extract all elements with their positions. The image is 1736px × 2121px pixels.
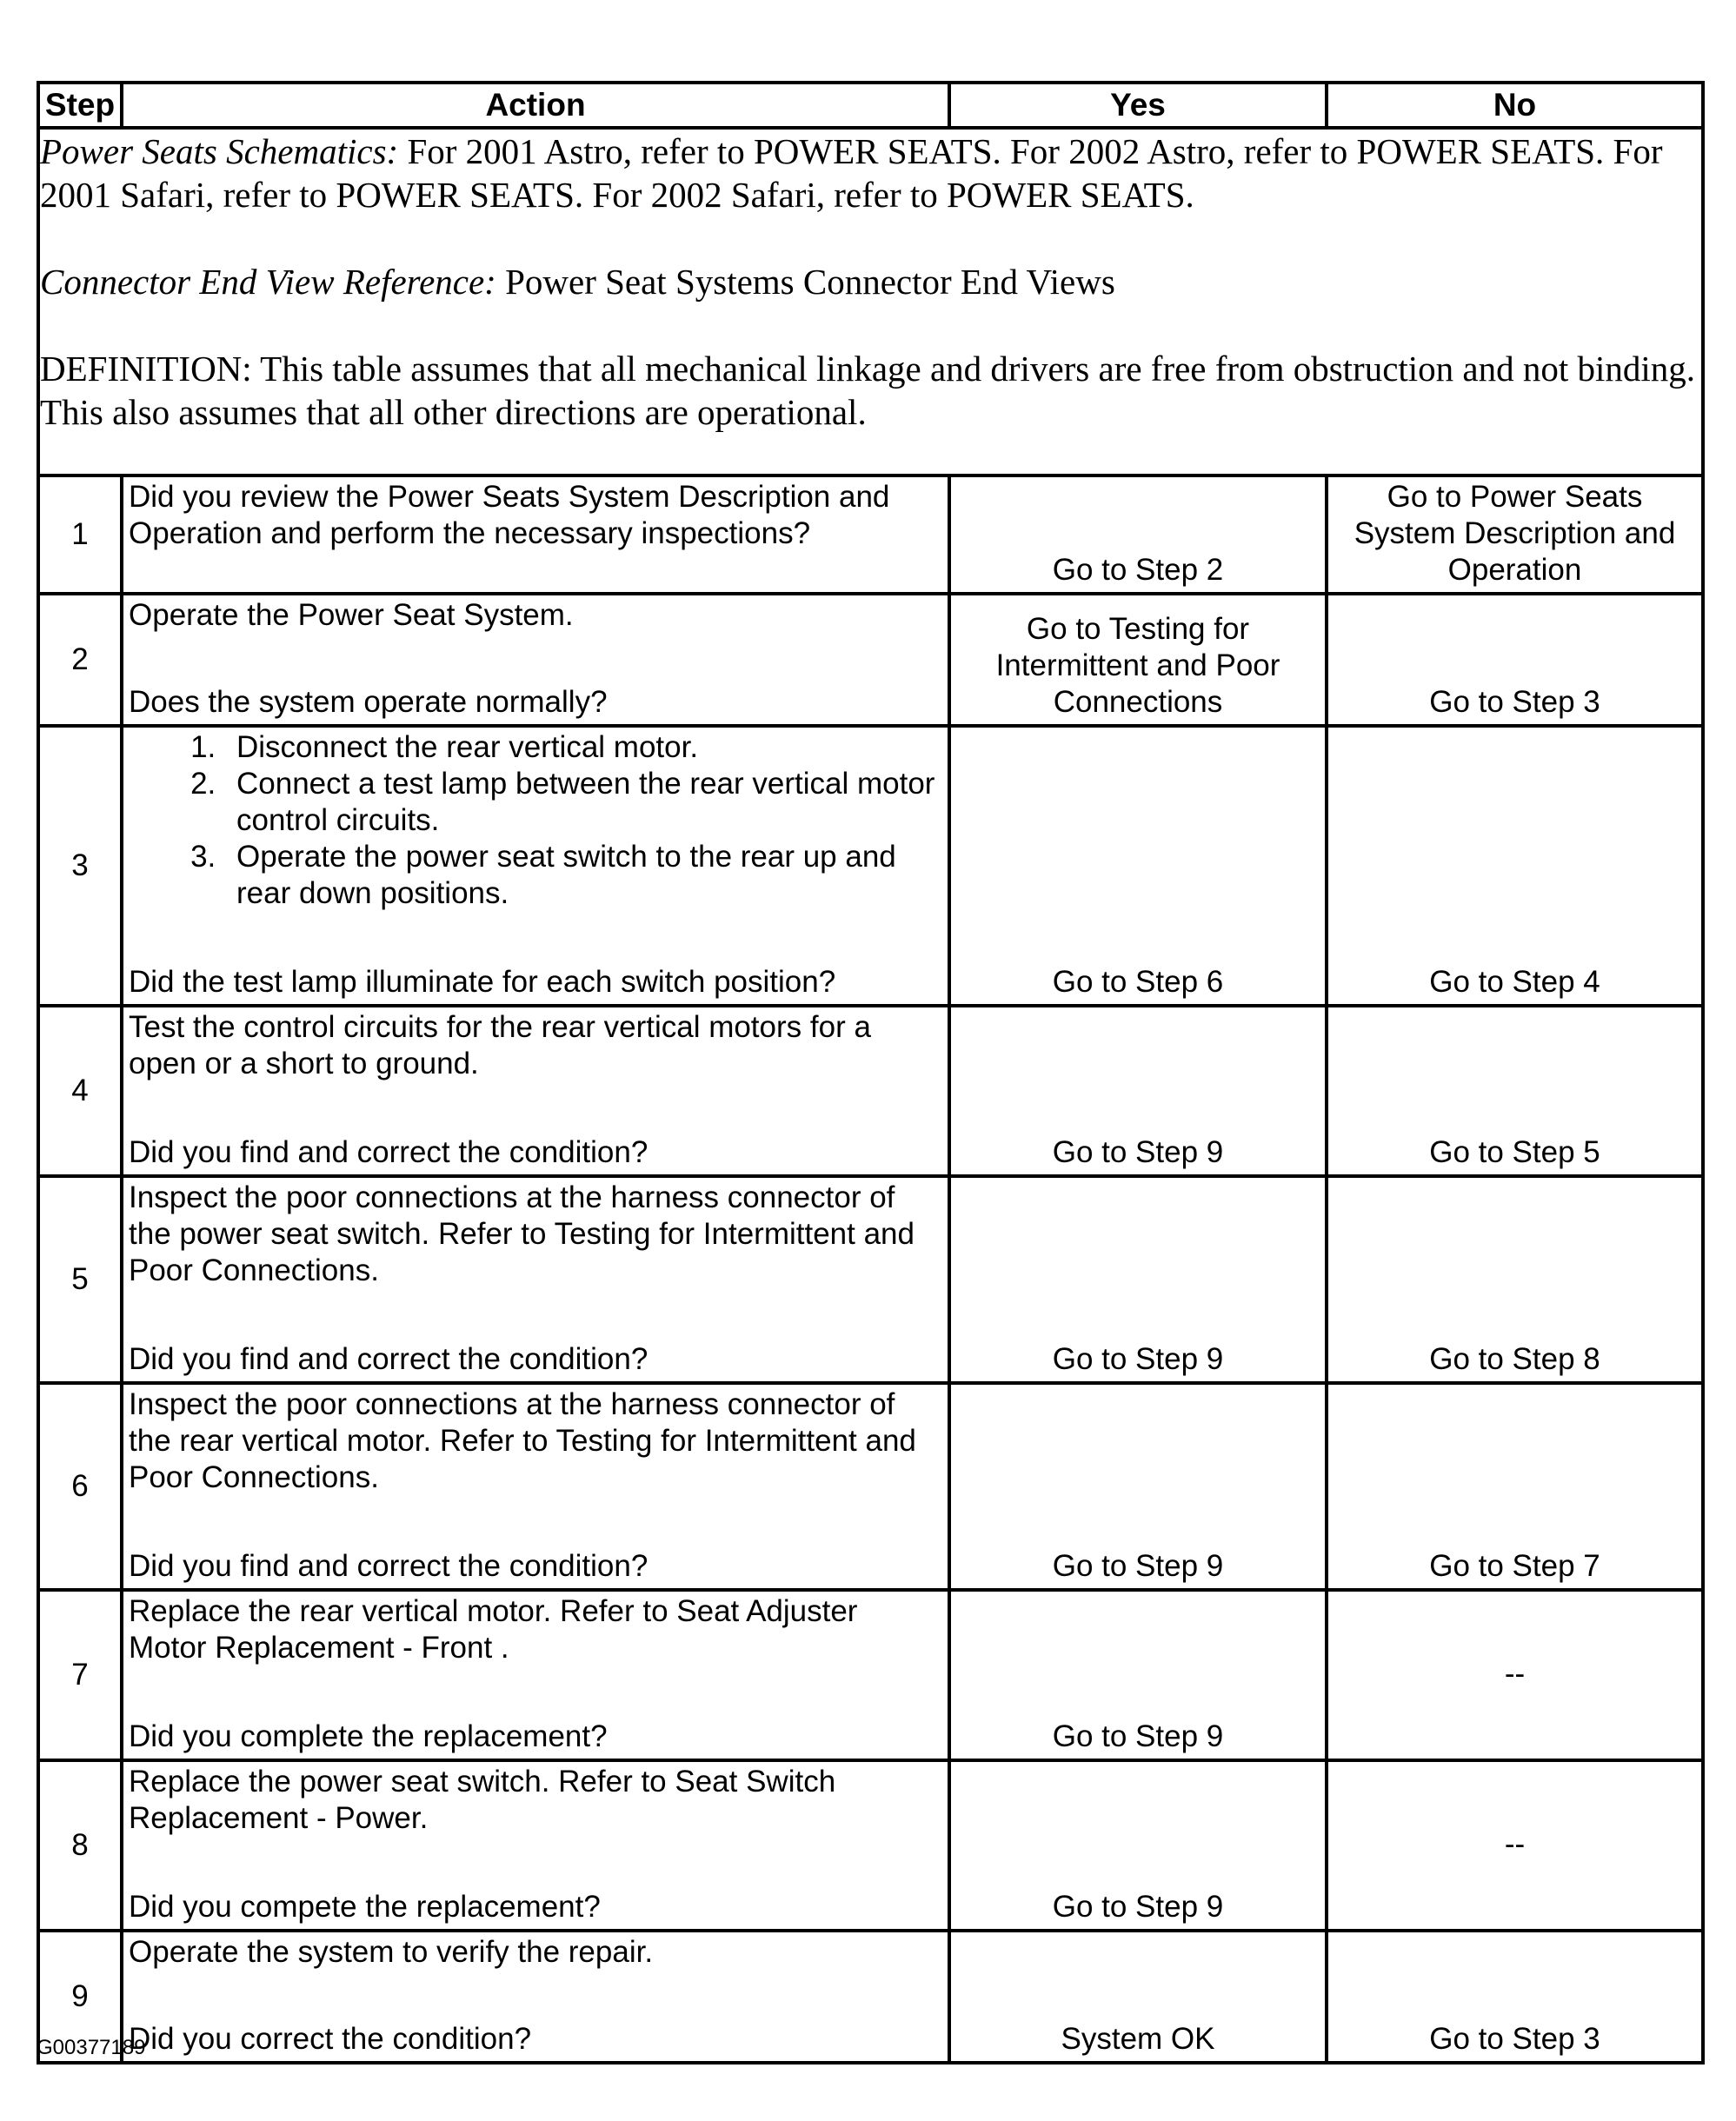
action-question: Did you find and correct the condition? [129, 1135, 649, 1169]
action-question: Did you find and correct the condition? [129, 1342, 649, 1376]
step-number: 5 [38, 1176, 122, 1383]
no-cell: Go to Power Seats System Description and Operation [1327, 475, 1703, 594]
list-item: 1. Disconnect the rear vertical motor. [224, 729, 942, 766]
connector-text: Power Seat Systems Connector End Views [496, 262, 1115, 302]
no-cell: Go to Step 3 [1327, 594, 1703, 726]
diagnostic-table [37, 81, 1705, 2064]
action-cell [122, 1931, 949, 2063]
yes-cell: Go to Step 6 [949, 726, 1327, 1006]
table-row [38, 475, 1703, 594]
figure-id: G00377189 [37, 2036, 146, 2059]
step-number: 2 [38, 594, 122, 726]
header-yes: Yes [949, 83, 1327, 128]
action-cell [122, 475, 949, 594]
yes-cell: Go to Step 9 [949, 1590, 1327, 1760]
header-step: Step [38, 83, 122, 128]
action-text: Test the control circuits for the rear vertical motors for a open or a short to ground. [129, 1010, 871, 1080]
yes-cell: Go to Step 9 [949, 1760, 1327, 1931]
no-cell: Go to Step 7 [1327, 1383, 1703, 1590]
action-question: Does the system operate normally? [129, 685, 608, 719]
action-text: Operate the system to verify the repair. [129, 1935, 654, 1969]
action-cell [122, 1383, 949, 1590]
action-cell [122, 1760, 949, 1931]
action-question: Did you correct the condition? [129, 2022, 532, 2056]
action-question: Did the test lamp illuminate for each switch position? [129, 965, 836, 999]
schematics-label: Power Seats Schematics: [40, 131, 399, 171]
table-row [38, 1590, 1703, 1760]
table-row [38, 1383, 1703, 1590]
schematics-note [40, 130, 1701, 216]
action-text: Did you review the Power Seats System Description and Operation and perform the necessary inspections? [129, 480, 890, 550]
action-question: Did you compete the replacement? [129, 1890, 601, 1924]
yes-cell: Go to Step 9 [949, 1383, 1327, 1590]
step-number: 4 [38, 1006, 122, 1176]
no-cell: Go to Step 3 [1327, 1931, 1703, 2063]
action-question: Did you complete the replacement? [129, 1719, 608, 1753]
action-text: Replace the rear vertical motor. Refer to Seat Adjuster Motor Replacement - Front . [129, 1594, 858, 1665]
yes-cell: Go to Step 9 [949, 1006, 1327, 1176]
action-text: Operate the Power Seat System. [129, 598, 574, 632]
table-row [38, 726, 1703, 1006]
step-number: 9 [38, 1931, 122, 2063]
yes-cell: Go to Step 9 [949, 1176, 1327, 1383]
yes-cell: Go to Testing for Intermittent and Poor Connections [949, 594, 1327, 726]
connector-note [40, 260, 1701, 303]
no-cell: -- [1327, 1590, 1703, 1760]
list-item: 3. Operate the power seat switch to the rear up and rear down positions. [224, 839, 942, 912]
table-row [38, 1006, 1703, 1176]
table-row [38, 1931, 1703, 2063]
intro-row [38, 128, 1703, 475]
step-number: 3 [38, 726, 122, 1006]
connector-label: Connector End View Reference: [40, 262, 496, 302]
header-action: Action [122, 83, 949, 128]
step-number: 1 [38, 475, 122, 594]
table-row [38, 594, 1703, 726]
table-row [38, 1176, 1703, 1383]
header-row [38, 83, 1703, 128]
action-cell [122, 1006, 949, 1176]
action-cell [122, 594, 949, 726]
yes-cell: System OK [949, 1931, 1327, 2063]
step-number: 8 [38, 1760, 122, 1931]
action-cell [122, 1590, 949, 1760]
action-text: Replace the power seat switch. Refer to Seat Switch Replacement - Power. [129, 1765, 836, 1835]
action-question: Did you find and correct the condition? [129, 1549, 649, 1583]
action-text: Inspect the poor connections at the harness connector of the rear vertical motor. Refer to Testing for Intermittent and Poor Connections. [129, 1387, 916, 1494]
no-cell: -- [1327, 1760, 1703, 1931]
action-cell [122, 1176, 949, 1383]
intro-cell [38, 128, 1703, 475]
step-number: 6 [38, 1383, 122, 1590]
action-list [129, 729, 942, 912]
step-number: 7 [38, 1590, 122, 1760]
yes-cell: Go to Step 2 [949, 475, 1327, 594]
table-row [38, 1760, 1703, 1931]
schematics-text: For 2001 Astro, refer to POWER SEATS. For 2002 Astro, refer to POWER SEATS. For 2001 Safari, refer to POWER SEATS. For 2002 Safari, refer to POWER SEATS. [40, 131, 1663, 215]
no-cell: Go to Step 4 [1327, 726, 1703, 1006]
action-cell [122, 726, 949, 1006]
list-item: 2. Connect a test lamp between the rear vertical motor control circuits. [224, 766, 942, 839]
header-no: No [1327, 83, 1703, 128]
definition-note: DEFINITION: This table assumes that all mechanical linkage and drivers are free from obstruction and not binding. This also assumes that all other directions are operational. [40, 349, 1696, 432]
no-cell: Go to Step 5 [1327, 1006, 1703, 1176]
action-text: Inspect the poor connections at the harness connector of the power seat switch. Refer to Testing for Intermittent and Poor Connections. [129, 1180, 915, 1287]
no-cell: Go to Step 8 [1327, 1176, 1703, 1383]
